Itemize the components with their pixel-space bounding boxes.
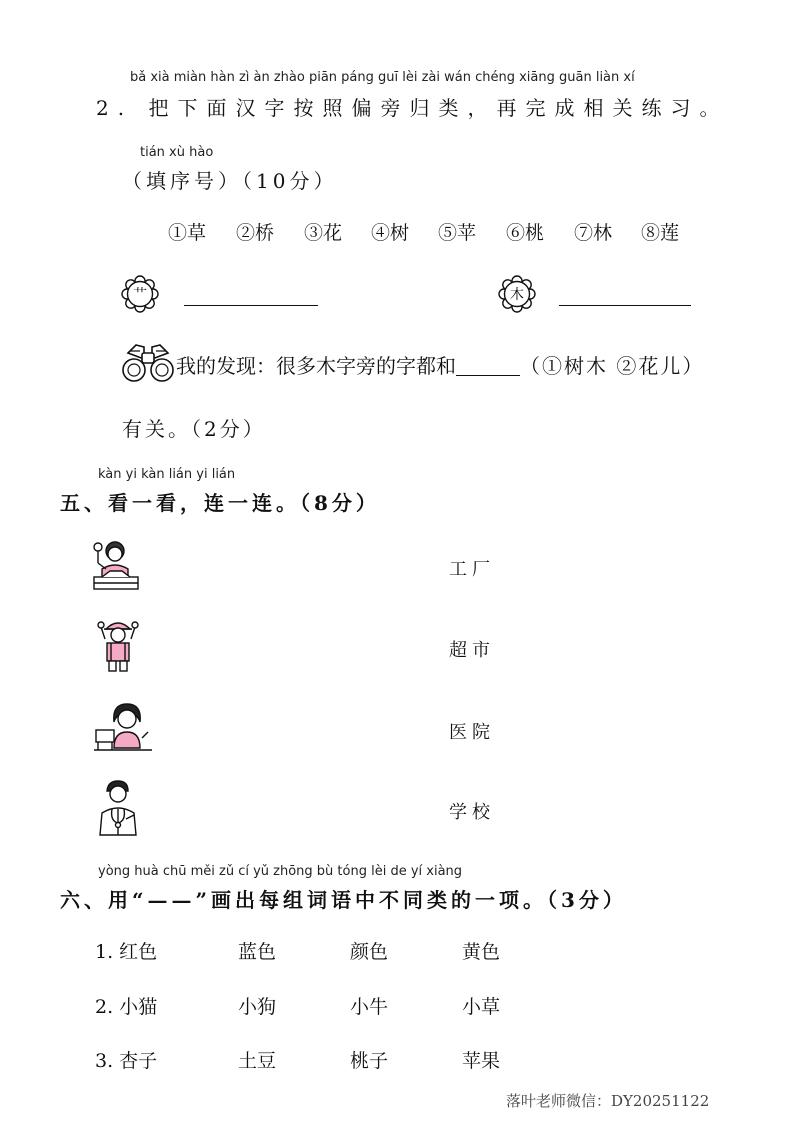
construction-worker-icon[interactable] (95, 617, 141, 673)
q6-row3-item2[interactable]: 土豆 (238, 1050, 277, 1072)
option-3: ③花 (304, 222, 343, 244)
q6-title: 六、用“——”画出每组词语中不同类的一项。（3分） (60, 888, 627, 912)
option-4: ④树 (371, 222, 410, 244)
flower-badge-icon (121, 275, 159, 313)
q6-row1-item2[interactable]: 蓝色 (238, 941, 277, 963)
place-supermarket[interactable]: 超市 (449, 640, 495, 661)
q5-pinyin: kàn yi kàn lián yi lián (98, 467, 236, 482)
place-factory[interactable]: 工厂 (449, 559, 495, 580)
q6-row2-item4[interactable]: 小草 (462, 996, 501, 1018)
q5-title: 五、看一看，连一连。（8分） (60, 491, 380, 515)
q2-sub-instruction: （填序号）（10分） (122, 169, 338, 193)
place-school[interactable]: 学校 (449, 802, 495, 823)
answer-blank-grass[interactable] (184, 305, 318, 306)
option-6: ⑥桃 (506, 222, 545, 244)
flower-badge-icon (498, 275, 536, 313)
discovery-suffix: 有关。（2分） (122, 417, 266, 441)
q6-row3-item4[interactable]: 苹果 (462, 1050, 501, 1072)
discovery-choices: （①树木 ②花儿） (520, 354, 705, 378)
q6-row1-item1[interactable]: 1. 红色 (95, 941, 158, 963)
discovery-sentence (176, 350, 704, 379)
student-at-desk-icon[interactable] (88, 537, 142, 593)
q6-row2-item2[interactable]: 小狗 (238, 996, 277, 1018)
q2-pinyin-line2: tián xù hào (140, 145, 214, 160)
q6-row1-item3[interactable]: 颜色 (350, 941, 389, 963)
option-1: ①草 (168, 222, 207, 244)
discovery-prefix: 我的发现：很多木字旁的字都和 (176, 354, 456, 378)
radical-grass: 艹 (133, 287, 147, 303)
q6-row3-item3[interactable]: 桃子 (350, 1050, 389, 1072)
option-8: ⑧莲 (641, 222, 680, 244)
footer-watermark: 落叶老师微信：DY20251122 (506, 1092, 710, 1110)
q6-row2-item1[interactable]: 2. 小猫 (95, 996, 158, 1018)
discovery-blank[interactable] (456, 357, 520, 376)
q6-pinyin: yòng huà chū měi zǔ cí yǔ zhōng bù tóng lèi de yí xiàng (98, 864, 463, 879)
q6-row1-item4[interactable]: 黄色 (462, 941, 501, 963)
cashier-icon[interactable] (94, 700, 154, 756)
option-2: ②桥 (236, 222, 275, 244)
radical-wood: 木 (510, 287, 524, 303)
binoculars-icon (120, 343, 176, 383)
q6-row3-item1[interactable]: 3. 杏子 (95, 1050, 158, 1072)
option-5: ⑤苹 (438, 222, 477, 244)
place-hospital[interactable]: 医院 (449, 722, 495, 743)
q2-instruction: 2. 把下面汉字按照偏旁归类，再完成相关练习。 (96, 96, 729, 120)
option-7: ⑦林 (574, 222, 613, 244)
doctor-icon[interactable] (94, 779, 140, 837)
q6-row2-item3[interactable]: 小牛 (350, 996, 389, 1018)
q2-pinyin-line1: bǎ xià miàn hàn zì àn zhào piān páng guī lèi zài wán chéng xiāng guān liàn xí (130, 70, 635, 85)
answer-blank-wood[interactable] (559, 305, 691, 306)
